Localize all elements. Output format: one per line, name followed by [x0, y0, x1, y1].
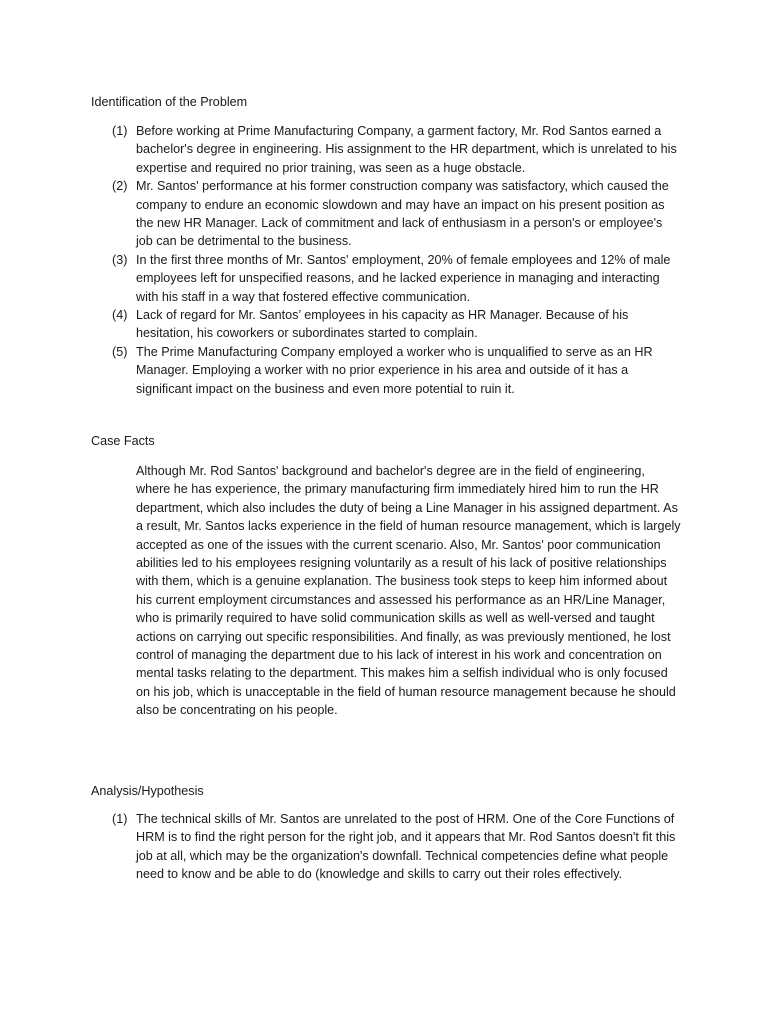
section-title-problem: Identification of the Problem	[91, 95, 248, 109]
section-title-analysis: Analysis/Hypothesis	[91, 784, 204, 798]
list-item	[112, 306, 682, 343]
list-item	[112, 251, 682, 306]
problem-list	[112, 122, 682, 398]
analysis-list	[112, 810, 682, 884]
list-item-number: (2)	[112, 179, 128, 194]
list-item	[112, 177, 682, 251]
list-item-text: Before working at Prime Manufacturing Company, a garment factory, Mr. Rod Santos earned a bachelor's degree in engineering. His assignment to the HR department, which is unrelated to his expertise and required no prior training, was seen as a huge obstacle.	[136, 124, 677, 175]
list-item	[112, 343, 682, 398]
list-item-text: The Prime Manufacturing Company employed a worker who is unqualified to serve as an HR Manager. Employing a worker with no prior experience in his area and outside of it has a significant impact on the business and even more potential to ruin it.	[136, 344, 653, 396]
list-item-text: The technical skills of Mr. Santos are unrelated to the post of HRM. One of the Core Functions of HRM is to find the right person for the right job, and it appears that Mr. Rod Santos doesn't fit this job at all, which may be the organization's downfall. Technical competencies define what people need to know and be able to do (knowledge and skills to carry out their roles effectively.	[136, 812, 676, 882]
list-item-text: Lack of regard for Mr. Santos’ employees in his capacity as HR Manager. Because of his hesitation, his coworkers or subordinates started to complain.	[136, 308, 629, 341]
list-item-number: (1)	[112, 124, 128, 138]
section-title-case-facts: Case Facts	[91, 434, 155, 448]
list-item-number: (1)	[112, 812, 128, 826]
list-item	[112, 122, 682, 177]
list-item-number: (3)	[112, 252, 128, 267]
list-item-number: (5)	[112, 344, 128, 359]
list-item-text: In the first three months of Mr. Santos' employment, 20% of female employees and 12% of male employees left for unspecified reasons, and he lacked experience in managing and interacting with his staff in a way that fostered effective communication.	[136, 252, 671, 304]
list-item-text: Mr. Santos' performance at his former construction company was satisfactory, which caused the company to endure an economic slowdown and may have an impact on his present position as the new HR Manager. Lack of commitment and lack of enthusiasm in a person's or employee's job can be detrimental to the business.	[136, 179, 669, 249]
list-item-number: (4)	[112, 308, 128, 323]
list-item	[112, 810, 682, 884]
case-facts-paragraph: Although Mr. Rod Santos' background and bachelor's degree are in the field of engineering, where he has experience, the primary manufacturing firm immediately hired him to run the HR department, which also includes the duty of being a Line Manager in his assigned department. As a result, Mr. Santos lacks experience in the field of human resource management, which is largely accepted as one of the issues with the current scenario. Also, Mr. Santos' poor communication abilities led to his employees resigning voluntarily as a result of his lack of positive relationships with them, which is a genuine explanation. The business took steps to keep him informed about his current employment circumstances and assessed his performance as an HR/Line Manager, who is primarily required to have solid communication skills as well as well-versed and taught actions on carrying out specific responsibilities. And finally, as was previously mentioned, he lost control of managing the department due to his lack of interest in his work and concentration on mental tasks relating to the department. This makes him a selfish individual who is only focused on his job, which is unacceptable in the field of human resource management because he should also be concentrating on his people.	[136, 464, 681, 718]
